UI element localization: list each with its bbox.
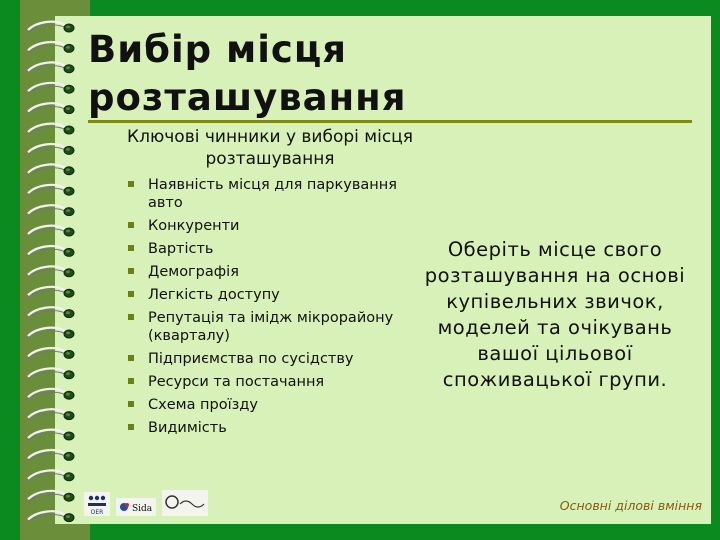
square-bullet-icon	[128, 291, 134, 297]
list-item: Репутація та імідж мікрорайону (кварталу)	[128, 309, 408, 345]
list-item: Схема проїзду	[128, 396, 408, 414]
square-bullet-icon	[128, 401, 134, 407]
sida-logo	[116, 498, 156, 516]
list-item: Конкуренти	[128, 217, 408, 235]
square-bullet-icon	[128, 314, 134, 320]
list-item: Підприємства по сусідству	[128, 350, 408, 368]
list-item: Легкість доступу	[128, 286, 408, 304]
location-advice: Оберіть місце свого розташування на основі купівельних звичок, моделей та очікувань вашої цільової споживацької групи.	[424, 238, 686, 391]
title-divider	[88, 120, 692, 123]
sponsor-logos	[84, 490, 214, 518]
square-bullet-icon	[128, 355, 134, 361]
footer-caption: Основні ділові вміння	[559, 498, 702, 513]
slide-title: Вибір місця розташування	[88, 28, 407, 119]
square-bullet-icon	[128, 181, 134, 187]
spiral-binding-icon	[22, 14, 84, 524]
list-item: Наявність місця для паркування авто	[128, 176, 408, 212]
svg-text:Sida: Sida	[132, 504, 153, 514]
square-bullet-icon	[128, 268, 134, 274]
partner-logo	[162, 490, 208, 516]
list-item: Видимість	[128, 419, 408, 437]
list-item: Вартість	[128, 240, 408, 258]
list-item: Демографія	[128, 263, 408, 281]
square-bullet-icon	[128, 424, 134, 430]
factors-list	[128, 176, 408, 442]
square-bullet-icon	[128, 378, 134, 384]
oer-logo	[84, 492, 110, 516]
square-bullet-icon	[128, 222, 134, 228]
svg-text:OER: OER	[90, 509, 104, 516]
list-item: Ресурси та постачання	[128, 373, 408, 391]
square-bullet-icon	[128, 245, 134, 251]
factors-heading: Ключові чинники у виборі місця розташування	[127, 127, 413, 169]
